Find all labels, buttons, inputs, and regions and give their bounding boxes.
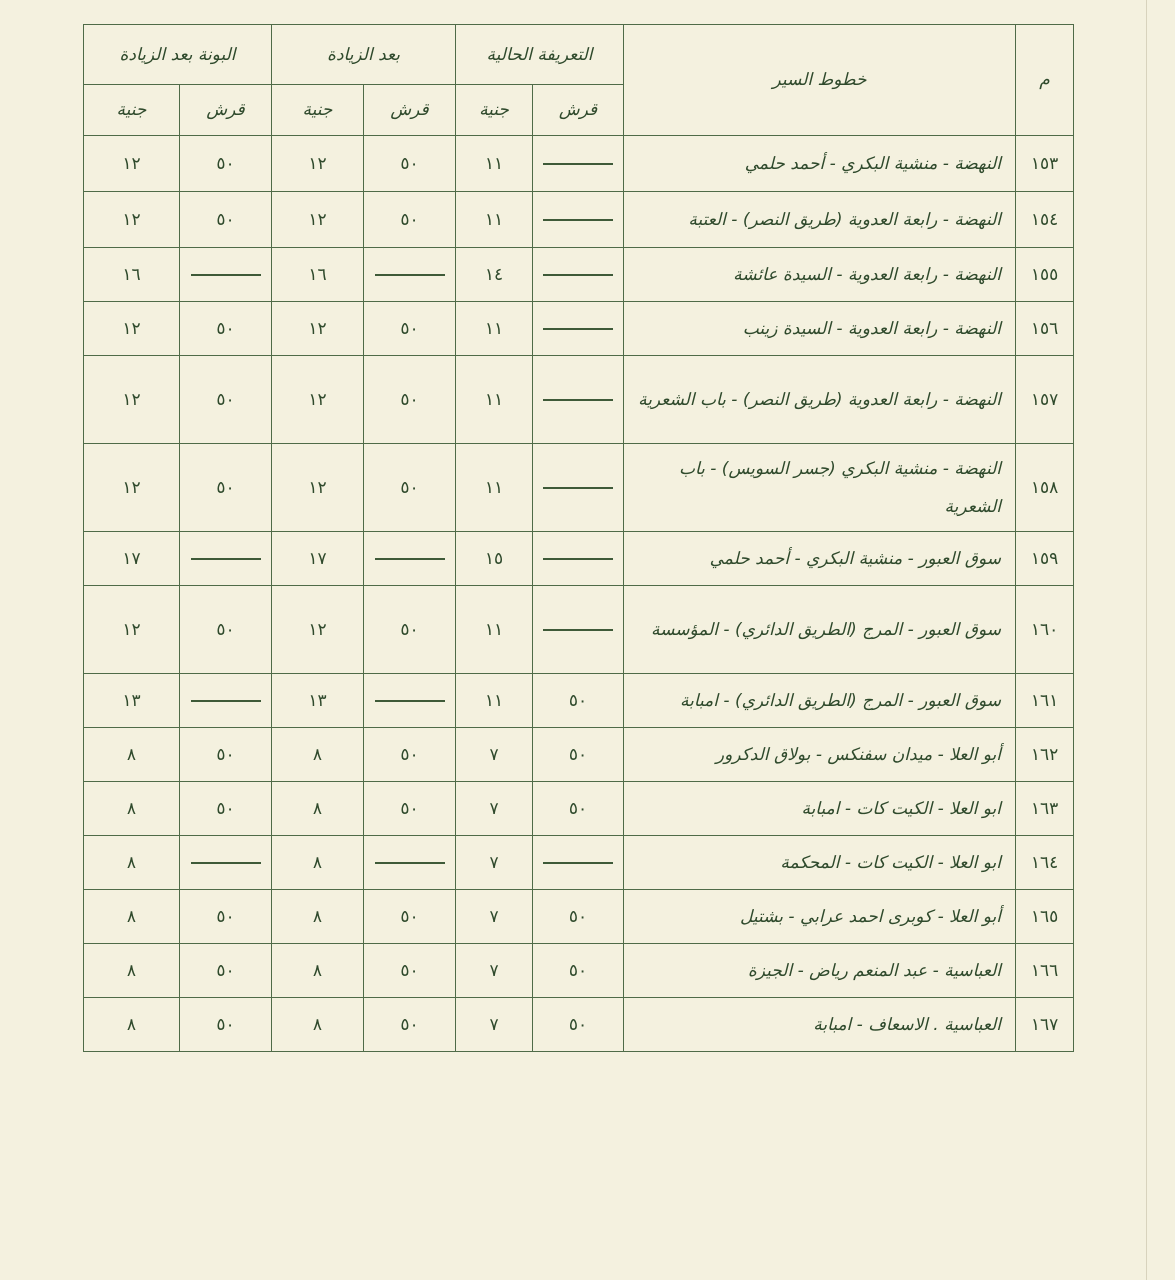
pass-pound: ٨ (84, 836, 180, 890)
pass-qirsh: ٥٠ (180, 586, 272, 674)
table-row (84, 302, 1074, 356)
after-pound: ١٢ (272, 586, 364, 674)
table-row (84, 944, 1074, 998)
unit-qirsh: قرش (180, 85, 272, 136)
after-qirsh: ٥٠ (364, 782, 456, 836)
pass-qirsh: ٥٠ (180, 944, 272, 998)
row-number: ١٥٨ (1016, 444, 1074, 532)
current-pound: ٧ (456, 890, 533, 944)
current-pound: ١٥ (456, 532, 533, 586)
current-qirsh (533, 444, 624, 532)
pass-pound: ١٦ (84, 248, 180, 302)
after-qirsh (364, 532, 456, 586)
current-qirsh: ٥٠ (533, 998, 624, 1052)
after-pound: ١٢ (272, 192, 364, 248)
after-pound: ١٢ (272, 136, 364, 192)
empty-dash (375, 700, 445, 702)
pass-qirsh: ٥٠ (180, 136, 272, 192)
header-pass-after-increase: البونة بعد الزيادة (84, 25, 272, 85)
pass-qirsh: ٥٠ (180, 728, 272, 782)
pass-pound: ١٢ (84, 356, 180, 444)
pass-pound: ٨ (84, 998, 180, 1052)
current-qirsh (533, 836, 624, 890)
table-row (84, 532, 1074, 586)
header-current-fare: التعريفة الحالية (456, 25, 624, 85)
pass-qirsh (180, 532, 272, 586)
row-number: ١٦٥ (1016, 890, 1074, 944)
pass-pound: ١٢ (84, 444, 180, 532)
after-qirsh (364, 836, 456, 890)
after-pound: ٨ (272, 782, 364, 836)
after-pound: ١٢ (272, 302, 364, 356)
after-qirsh: ٥٠ (364, 136, 456, 192)
route-name: النهضة - منشية البكري (جسر السويس) - باب الشعرية (624, 444, 1016, 532)
table-row (84, 890, 1074, 944)
route-name: العباسية . الاسعاف - امبابة (624, 998, 1016, 1052)
route-name: أبو العلا - ميدان سفنكس - بولاق الدكرور (624, 728, 1016, 782)
route-name: النهضة - رابعة العدوية (طريق النصر) - باب الشعرية (624, 356, 1016, 444)
row-number: ١٥٣ (1016, 136, 1074, 192)
table-row (84, 192, 1074, 248)
row-number: ١٦٠ (1016, 586, 1074, 674)
empty-dash (543, 219, 613, 221)
pass-qirsh (180, 248, 272, 302)
after-qirsh: ٥٠ (364, 192, 456, 248)
pass-pound: ٨ (84, 782, 180, 836)
current-pound: ١١ (456, 674, 533, 728)
after-qirsh: ٥٠ (364, 302, 456, 356)
current-pound: ١١ (456, 302, 533, 356)
pass-qirsh: ٥٠ (180, 890, 272, 944)
current-qirsh: ٥٠ (533, 728, 624, 782)
empty-dash (375, 558, 445, 560)
table-row (84, 782, 1074, 836)
current-pound: ١١ (456, 444, 533, 532)
page-edge (1146, 0, 1147, 1280)
pass-qirsh: ٥٠ (180, 302, 272, 356)
pass-pound: ٨ (84, 728, 180, 782)
table-row (84, 356, 1074, 444)
pass-pound: ٨ (84, 944, 180, 998)
after-pound: ٨ (272, 944, 364, 998)
after-qirsh: ٥٠ (364, 728, 456, 782)
pass-pound: ١٢ (84, 136, 180, 192)
pass-pound: ١٧ (84, 532, 180, 586)
current-qirsh (533, 586, 624, 674)
empty-dash (375, 274, 445, 276)
after-qirsh: ٥٠ (364, 998, 456, 1052)
pass-qirsh: ٥٠ (180, 192, 272, 248)
current-pound: ٧ (456, 782, 533, 836)
after-pound: ١٢ (272, 356, 364, 444)
after-pound: ١٧ (272, 532, 364, 586)
row-number: ١٦٣ (1016, 782, 1074, 836)
empty-dash (543, 862, 613, 864)
unit-qirsh: قرش (533, 85, 624, 136)
empty-dash (191, 700, 261, 702)
unit-pound: جنية (456, 85, 533, 136)
after-pound: ٨ (272, 836, 364, 890)
route-name: النهضة - رابعة العدوية - السيدة عائشة (624, 248, 1016, 302)
after-pound: ٨ (272, 998, 364, 1052)
table-row (84, 136, 1074, 192)
current-pound: ١١ (456, 586, 533, 674)
row-number: ١٦١ (1016, 674, 1074, 728)
unit-pound: جنية (84, 85, 180, 136)
current-qirsh (533, 136, 624, 192)
row-number: ١٥٤ (1016, 192, 1074, 248)
header-after-increase: بعد الزيادة (272, 25, 456, 85)
after-qirsh (364, 248, 456, 302)
fare-table (83, 24, 1074, 1052)
route-name: أبو العلا - كوبرى احمد عرابي - بشتيل (624, 890, 1016, 944)
after-pound: ٨ (272, 890, 364, 944)
row-number: ١٥٥ (1016, 248, 1074, 302)
row-number: ١٦٦ (1016, 944, 1074, 998)
row-number: ١٦٤ (1016, 836, 1074, 890)
pass-pound: ٨ (84, 890, 180, 944)
route-name: سوق العبور - المرج (الطريق الدائري) - امبابة (624, 674, 1016, 728)
empty-dash (543, 163, 613, 165)
empty-dash (543, 399, 613, 401)
current-pound: ١١ (456, 356, 533, 444)
empty-dash (375, 862, 445, 864)
route-name: العباسية - عبد المنعم رياض - الجيزة (624, 944, 1016, 998)
table-row (84, 836, 1074, 890)
row-number: ١٦٢ (1016, 728, 1074, 782)
after-pound: ١٢ (272, 444, 364, 532)
current-pound: ٧ (456, 836, 533, 890)
empty-dash (191, 862, 261, 864)
current-qirsh: ٥٠ (533, 782, 624, 836)
route-name: النهضة - منشية البكري - أحمد حلمي (624, 136, 1016, 192)
row-number: ١٦٧ (1016, 998, 1074, 1052)
pass-pound: ١٢ (84, 302, 180, 356)
after-qirsh: ٥٠ (364, 890, 456, 944)
after-qirsh: ٥٠ (364, 356, 456, 444)
current-pound: ١١ (456, 136, 533, 192)
pass-qirsh (180, 836, 272, 890)
after-pound: ١٦ (272, 248, 364, 302)
header-route: خطوط السير (624, 25, 1016, 136)
pass-pound: ١٢ (84, 586, 180, 674)
unit-qirsh: قرش (364, 85, 456, 136)
route-name: سوق العبور - المرج (الطريق الدائري) - المؤسسة (624, 586, 1016, 674)
row-number: ١٥٧ (1016, 356, 1074, 444)
route-name: النهضة - رابعة العدوية (طريق النصر) - العتبة (624, 192, 1016, 248)
empty-dash (543, 328, 613, 330)
current-pound: ١٤ (456, 248, 533, 302)
after-qirsh: ٥٠ (364, 586, 456, 674)
empty-dash (543, 558, 613, 560)
current-qirsh: ٥٠ (533, 890, 624, 944)
current-qirsh (533, 356, 624, 444)
current-pound: ٧ (456, 944, 533, 998)
current-pound: ٧ (456, 728, 533, 782)
row-number: ١٥٩ (1016, 532, 1074, 586)
table-row (84, 586, 1074, 674)
table-row (84, 998, 1074, 1052)
pass-qirsh: ٥٠ (180, 998, 272, 1052)
current-pound: ١١ (456, 192, 533, 248)
current-qirsh (533, 532, 624, 586)
after-qirsh (364, 674, 456, 728)
route-name: سوق العبور - منشية البكري - أحمد حلمي (624, 532, 1016, 586)
table-row (84, 674, 1074, 728)
empty-dash (543, 487, 613, 489)
current-pound: ٧ (456, 998, 533, 1052)
table-row (84, 444, 1074, 532)
current-qirsh: ٥٠ (533, 944, 624, 998)
after-pound: ١٣ (272, 674, 364, 728)
empty-dash (543, 274, 613, 276)
row-number: ١٥٦ (1016, 302, 1074, 356)
pass-pound: ١٢ (84, 192, 180, 248)
after-qirsh: ٥٠ (364, 444, 456, 532)
current-qirsh (533, 192, 624, 248)
table-row (84, 248, 1074, 302)
header-no: م (1016, 25, 1074, 136)
route-name: النهضة - رابعة العدوية - السيدة زينب (624, 302, 1016, 356)
empty-dash (191, 558, 261, 560)
empty-dash (191, 274, 261, 276)
current-qirsh (533, 302, 624, 356)
after-pound: ٨ (272, 728, 364, 782)
pass-pound: ١٣ (84, 674, 180, 728)
route-name: ابو العلا - الكيت كات - المحكمة (624, 836, 1016, 890)
table-row (84, 728, 1074, 782)
current-qirsh: ٥٠ (533, 674, 624, 728)
empty-dash (543, 629, 613, 631)
pass-qirsh: ٥٠ (180, 356, 272, 444)
route-name: ابو العلا - الكيت كات - امبابة (624, 782, 1016, 836)
pass-qirsh (180, 674, 272, 728)
current-qirsh (533, 248, 624, 302)
after-qirsh: ٥٠ (364, 944, 456, 998)
pass-qirsh: ٥٠ (180, 444, 272, 532)
unit-pound: جنية (272, 85, 364, 136)
pass-qirsh: ٥٠ (180, 782, 272, 836)
